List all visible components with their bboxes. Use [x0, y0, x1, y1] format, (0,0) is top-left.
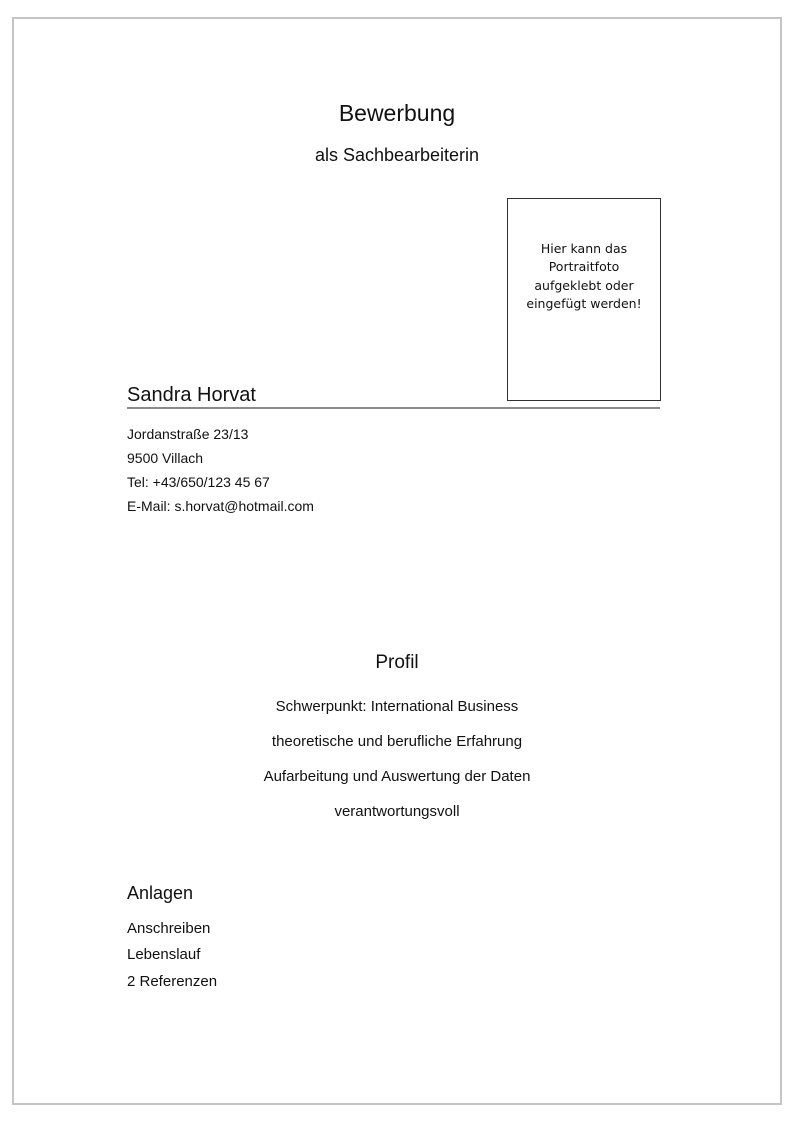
contact-street: Jordanstraße 23/13 — [127, 426, 249, 442]
photo-placeholder-line: eingefügt werden! — [526, 295, 642, 311]
profile-line: verantwortungsvoll — [334, 803, 460, 820]
photo-placeholder — [507, 198, 661, 401]
document-subtitle: als Sachbearbeiterin — [314, 145, 480, 165]
contact-email: E-Mail: s.horvat@hotmail.com — [127, 498, 314, 514]
photo-placeholder-line: aufgeklebt oder — [534, 277, 634, 293]
document-title: Bewerbung — [338, 100, 456, 126]
profile-line: Aufarbeitung und Auswertung der Daten — [263, 768, 531, 785]
applicant-name: Sandra Horvat — [127, 384, 256, 406]
photo-placeholder-line: Hier kann das — [540, 241, 628, 256]
profile-heading: Profil — [375, 652, 419, 673]
attachment-item: Lebenslauf — [127, 946, 201, 963]
photo-placeholder-line: Portraitfoto — [548, 259, 620, 275]
contact-phone: Tel: +43/650/123 45 67 — [127, 474, 270, 490]
attachment-item: Anschreiben — [127, 920, 211, 937]
contact-city: 9500 Villach — [127, 450, 204, 466]
profile-line: theoretische und berufliche Erfahrung — [271, 733, 523, 750]
name-divider — [127, 407, 660, 409]
profile-line: Schwerpunkt: International Business — [275, 698, 519, 715]
attachment-item: 2 Referenzen — [127, 973, 218, 990]
attachments-heading: Anlagen — [127, 883, 194, 903]
page-border — [12, 17, 782, 1105]
